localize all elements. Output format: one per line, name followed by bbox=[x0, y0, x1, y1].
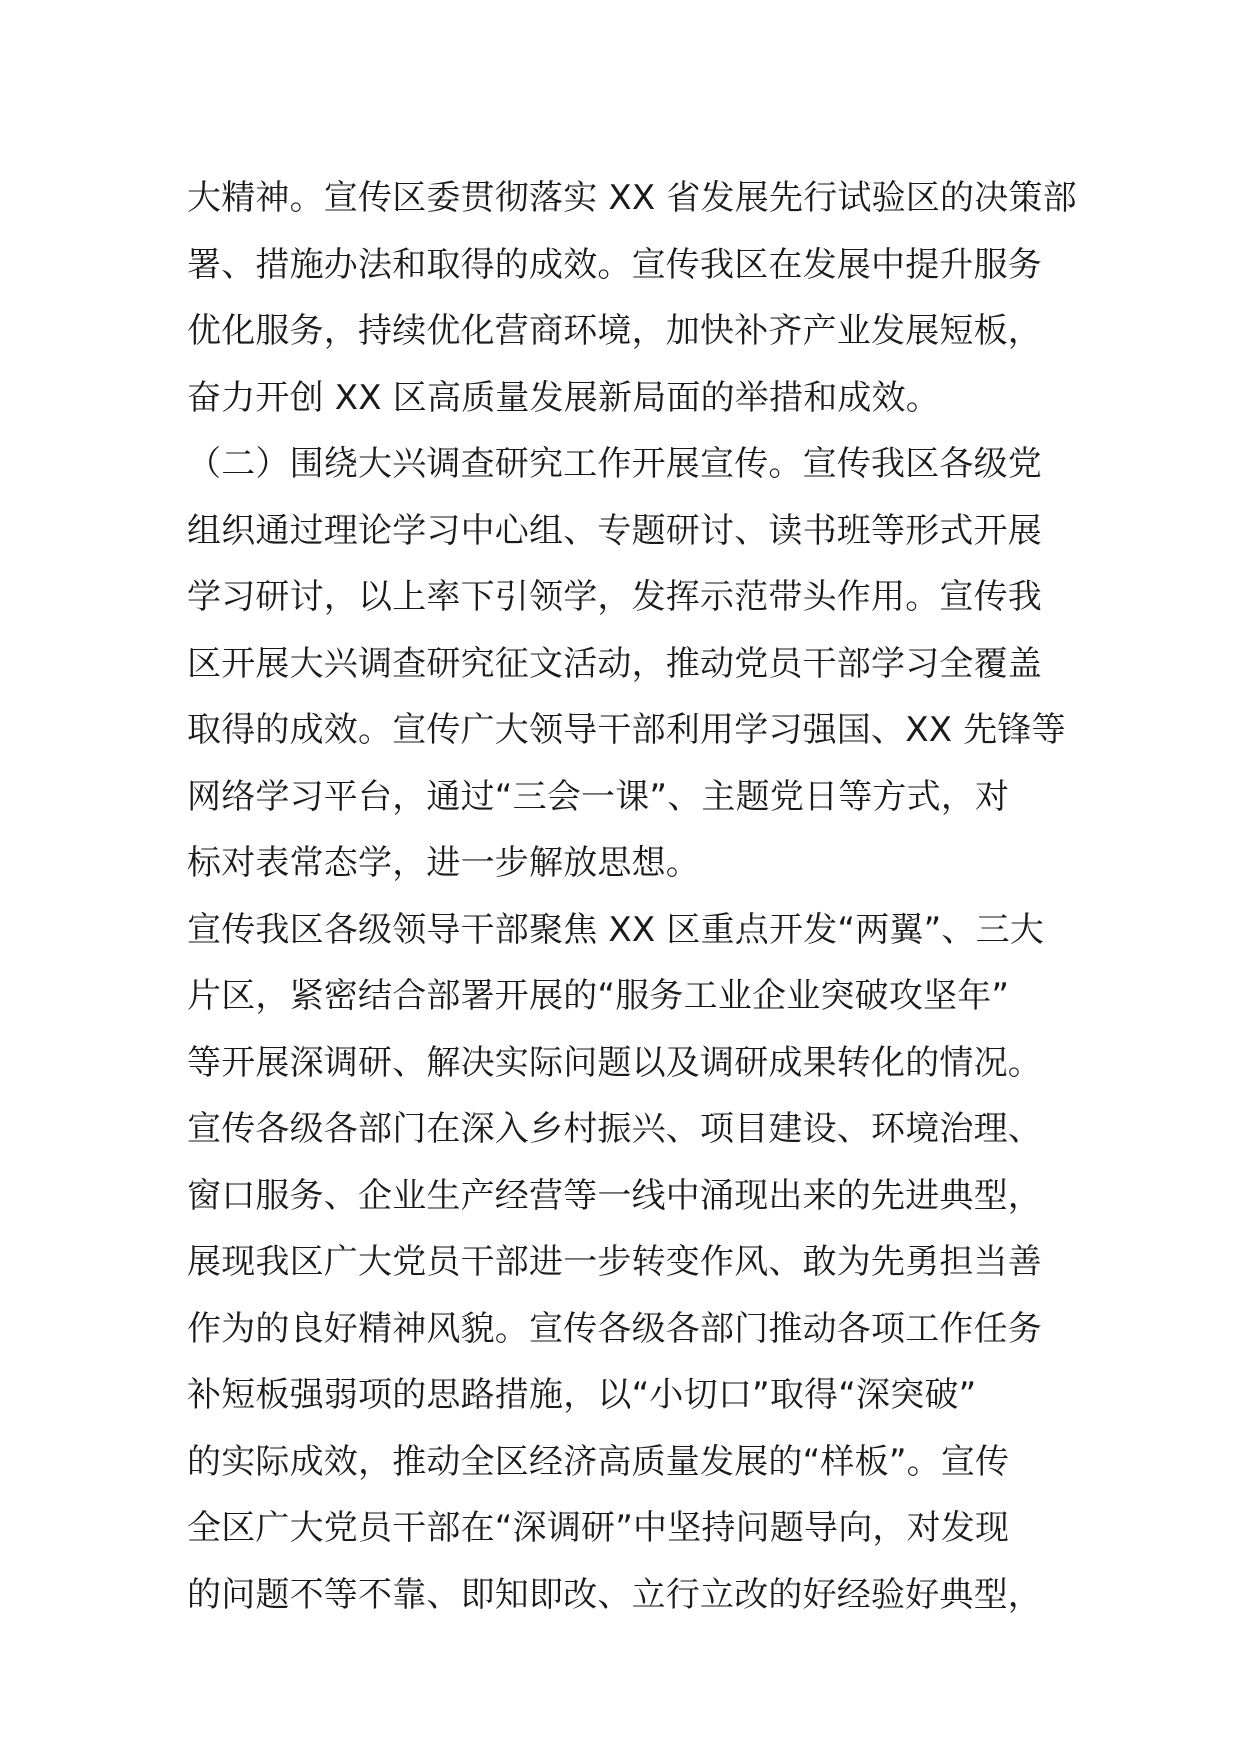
body-text bbox=[187, 165, 1077, 1628]
text-line: 取得的成效。宣传广大领导干部利用学习强国、XX 先锋等 bbox=[187, 710, 1066, 750]
text-line: 奋力开创 XX 区高质量发展新局面的举措和成效。 bbox=[187, 377, 940, 418]
text-line: 署、措施办法和取得的成效。宣传我区在发展中提升服务 bbox=[187, 244, 1042, 285]
text-line: 作为的良好精神风貌。宣传各级各部门推动各项工作任务 bbox=[187, 1308, 1042, 1349]
text-line: 的实际成效，推动全区经济高质量发展的“样板”。宣传 bbox=[187, 1441, 1010, 1482]
text-line: 网络学习平台，通过“三会一课”、主题党日等方式，对 bbox=[187, 776, 1010, 817]
text-line: 等开展深调研、解决实际问题以及调研成果转化的情况。 bbox=[187, 1042, 1042, 1083]
text-line: 学习研讨，以上率下引领学，发挥示范带头作用。宣传我 bbox=[187, 577, 1042, 617]
text-line: 大精神。宣传区委贯彻落实 XX 省发展先行试验区的决策部 bbox=[187, 178, 1077, 218]
text-line: 宣传我区各级领导干部聚焦 XX 区重点开发“两翼”、三大 bbox=[187, 909, 1045, 950]
section-heading-line: （二）围绕大兴调查研究工作开展宣传。宣传我区各级党 bbox=[187, 444, 1042, 484]
text-line: 宣传各级各部门在深入乡村振兴、项目建设、环境治理、 bbox=[187, 1109, 1042, 1149]
text-line: 优化服务，持续优化营商环境，加快补齐产业发展短板， bbox=[187, 311, 1042, 351]
text-line: 片区，紧密结合部署开展的“服务工业企业突破攻坚年” bbox=[187, 976, 1010, 1016]
text-line: 补短板强弱项的思路措施，以“小切口”取得“深突破” bbox=[187, 1375, 977, 1415]
text-line: 全区广大党员干部在“深调研”中坚持问题导向，对发现 bbox=[187, 1508, 1010, 1548]
text-line: 区开展大兴调查研究征文活动，推动党员干部学习全覆盖 bbox=[187, 643, 1042, 684]
text-line: 标对表常态学，进一步解放思想。 bbox=[187, 843, 700, 883]
text-line: 展现我区广大党员干部进一步转变作风、敢为先勇担当善 bbox=[187, 1242, 1042, 1282]
text-line: 的问题不等不靠、即知即改、立行立改的好经验好典型， bbox=[187, 1574, 1042, 1615]
text-line: 组织通过理论学习中心组、专题研讨、读书班等形式开展 bbox=[187, 510, 1042, 551]
text-line: 窗口服务、企业生产经营等一线中涌现出来的先进典型， bbox=[187, 1175, 1042, 1216]
